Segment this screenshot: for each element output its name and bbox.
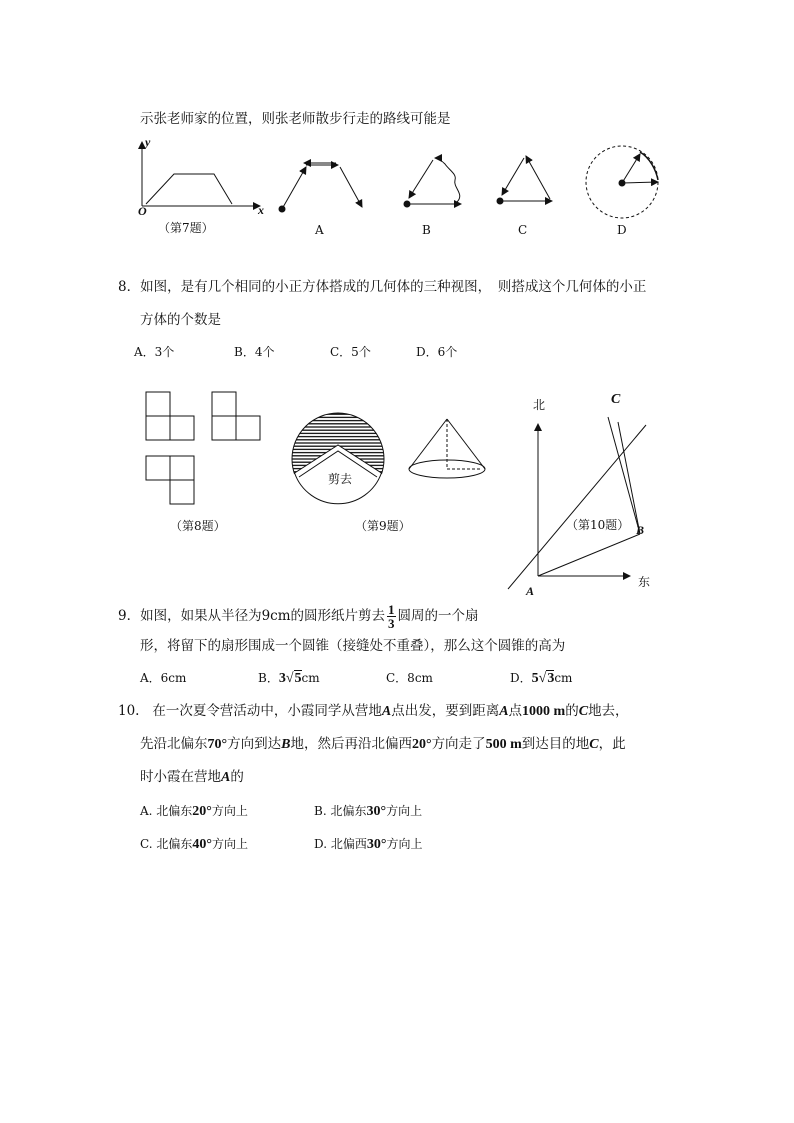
q10-option-c — [140, 835, 248, 854]
q7-option-d-label: D — [617, 223, 627, 237]
q9-circle-figure — [290, 403, 386, 513]
q10-option-d-end: 方向上 — [386, 837, 423, 851]
q9-choice-b — [258, 669, 320, 688]
q9-frac-num: 1 — [388, 602, 395, 617]
q7-option-d-figure — [584, 144, 664, 224]
q7-option-c-label: C — [518, 223, 528, 237]
q9-choice-d-unit: cm — [554, 671, 573, 685]
q10-line2 — [140, 735, 626, 754]
q9-choice-a: A．6cm — [140, 671, 187, 685]
q10-option-a-end: 方向上 — [211, 804, 248, 818]
q10-pt-a-1: A — [381, 704, 392, 719]
q10-fig-point-a: A — [526, 584, 535, 598]
q10-option-c-end: 方向上 — [212, 837, 249, 851]
q10-option-b-angle: 30° — [366, 804, 387, 819]
q10-option-a-angle: 20° — [192, 804, 212, 819]
q9-frac-den: 3 — [388, 616, 395, 631]
q8-choice-a: A．3个 — [134, 345, 175, 359]
q9-line1-post: 圆周的一个扇 — [397, 608, 479, 624]
q8-choice-c: C．5个 — [330, 345, 371, 359]
q9-line2: 形，将留下的扇形围成一个圆锥（接缝处不重叠），那么这个圆锥的高为 — [140, 638, 566, 654]
q10-option-d-angle: 30° — [366, 837, 387, 852]
q10-pt-a-2: A — [499, 704, 509, 719]
q10-option-a-label: A. 北偏东 — [140, 804, 193, 818]
q9-line1-pre: 9．如图，如果从半径为9cm的圆形纸片剪去 — [118, 608, 386, 624]
q9-cut-label: 剪去 — [328, 472, 353, 486]
q10-caption: （第10题） — [566, 518, 630, 532]
q10-pt-c-1: C — [578, 704, 589, 719]
q7-graph — [130, 140, 270, 220]
q10-l1-b: 点出发，要到距离 — [391, 703, 500, 719]
q10-line1 — [118, 702, 629, 721]
q10-l1-d: 的 — [565, 703, 579, 719]
q10-dist-2: 500 m — [485, 737, 522, 752]
q8-choice-b: B．4个 — [234, 345, 275, 359]
q9-choice-d-label: D． — [510, 671, 532, 685]
q10-option-b-end: 方向上 — [386, 804, 423, 818]
q7-axis-y: y — [145, 135, 151, 149]
q10-l2-d: 方向走了 — [431, 736, 486, 752]
q9-choice-b-radical-sign: √ — [285, 671, 294, 686]
q10-fig-east: 东 — [638, 575, 651, 589]
q10-dist: 1000 m — [522, 704, 566, 719]
q9-choice-b-unit: cm — [301, 671, 320, 685]
q8-views-figure — [140, 388, 270, 508]
q10-l3-a: 时小霞在营地 — [140, 769, 221, 785]
q9-fraction — [387, 603, 396, 630]
q10-option-b — [314, 802, 422, 821]
q10-angle-1: 70° — [207, 737, 228, 752]
q10-fig-point-c: C — [611, 392, 621, 407]
q9-cone-figure — [404, 415, 490, 483]
q10-l2-f: ，此 — [598, 736, 626, 752]
q7-option-b-label: B — [422, 223, 431, 237]
q9-choice-d — [510, 669, 572, 688]
q10-l2-a: 先沿北偏东 — [140, 736, 208, 752]
q9-choice-d-radical-sign: √ — [538, 671, 547, 686]
q9-choice-c: C．8cm — [386, 671, 433, 685]
q10-option-c-angle: 40° — [192, 837, 212, 852]
q10-option-a — [140, 802, 248, 821]
q10-option-d — [314, 835, 422, 854]
q7-graph-caption: （第7题） — [158, 221, 214, 235]
q8-choice-d: D．6个 — [416, 345, 458, 359]
q7-option-a-figure — [270, 155, 370, 215]
q10-l2-e: 到达目的地 — [521, 736, 590, 752]
q7-axis-x: x — [258, 203, 264, 217]
q8-caption: （第8题） — [170, 519, 226, 533]
q7-option-c-figure — [490, 150, 560, 210]
q10-fig-point-b: B — [636, 523, 645, 537]
q10-option-d-label: D. 北偏西 — [314, 837, 367, 851]
q9-choice-d-coef: 5 — [531, 671, 539, 686]
q10-pt-b: B — [281, 737, 291, 752]
q9-choice-b-label: B． — [258, 671, 279, 685]
q10-angle-2: 20° — [411, 737, 432, 752]
q10-l1-c: 点 — [508, 703, 523, 719]
q7-option-b-figure — [395, 150, 475, 212]
q10-direction-figure — [500, 392, 660, 602]
q9-choice-b-coef: 3 — [278, 671, 286, 686]
q9-caption: （第9题） — [355, 519, 411, 533]
q8-line1: 8．如图，是有几个相同的小正方体搭成的几何体的三种视图， 则搭成这个几何体的小正 — [118, 279, 647, 295]
q10-option-c-label: C. 北偏东 — [140, 837, 193, 851]
q10-number: 10. — [118, 703, 140, 719]
q10-l2-c: 地，然后再沿北偏西 — [290, 736, 412, 752]
q10-pt-a-3: A — [221, 770, 231, 785]
q10-line3 — [140, 768, 244, 787]
q7-option-a-label: A — [315, 223, 324, 237]
q7-intro: 示张老师家的位置，则张老师散步行走的路线可能是 — [140, 111, 451, 127]
q10-l1-a: 在一次夏令营活动中，小霞同学从营地 — [152, 703, 382, 719]
q9-line1 — [118, 603, 479, 630]
q10-pt-c-2: C — [589, 737, 599, 752]
q10-l1-e: 地去， — [588, 703, 629, 719]
q10-l2-b: 方向到达 — [227, 736, 282, 752]
q9-choice-b-radicand: 5 — [294, 671, 302, 686]
q7-origin: O — [138, 204, 147, 218]
q10-fig-north: 北 — [533, 398, 546, 412]
q8-line2: 方体的个数是 — [140, 312, 221, 328]
q9-choice-d-radicand: 3 — [547, 671, 555, 686]
q10-l3-b: 的 — [230, 769, 244, 785]
q10-option-b-label: B. 北偏东 — [314, 804, 367, 818]
